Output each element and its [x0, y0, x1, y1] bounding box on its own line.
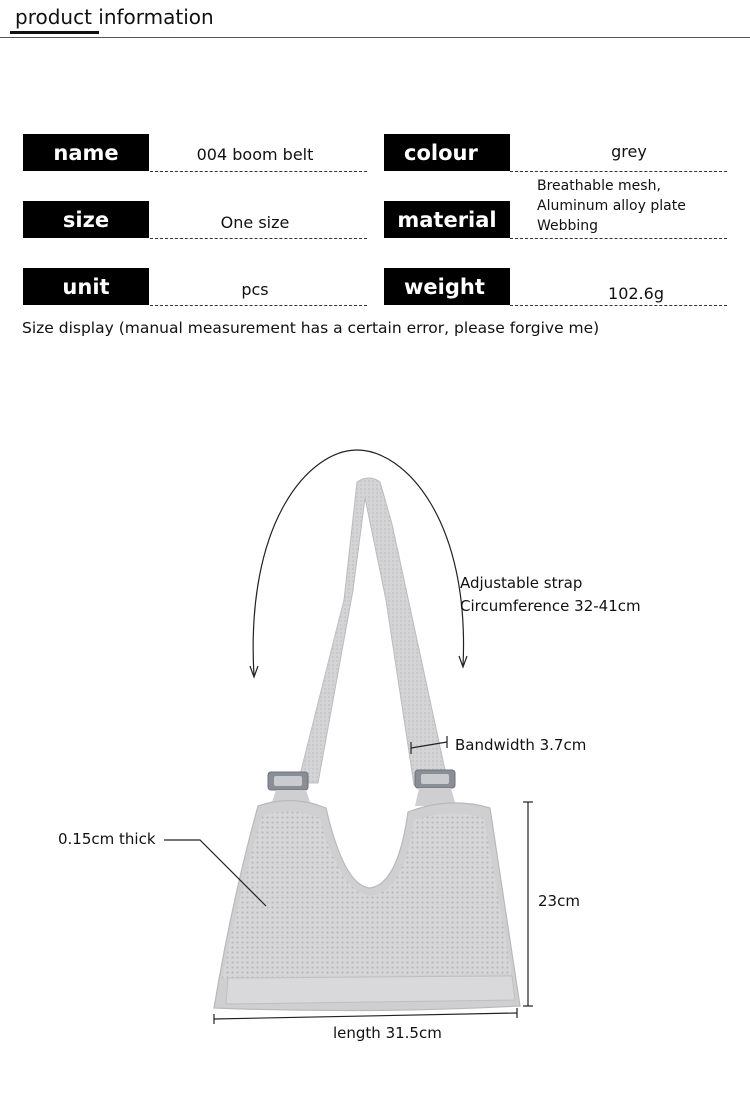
length-dimension	[214, 1013, 517, 1019]
height-annotation: 23cm	[538, 892, 580, 910]
material-value-line-1: Breathable mesh,	[537, 178, 661, 194]
size-label: size	[23, 201, 149, 238]
length-annotation: length 31.5cm	[333, 1024, 442, 1042]
name-label: name	[23, 134, 149, 171]
strap	[298, 478, 445, 785]
unit-label: unit	[23, 268, 149, 305]
weight-label: weight	[384, 268, 510, 305]
strap-annotation-line-1: Adjustable strap	[460, 574, 583, 592]
size-note: Size display (manual measurement has a certain error, please forgive me)	[22, 319, 600, 337]
colour-value: grey	[611, 142, 647, 161]
size-value: One size	[220, 213, 290, 232]
thickness-annotation: 0.15cm thick	[58, 830, 156, 848]
velcro-strip	[226, 976, 515, 1004]
colour-label: colour	[384, 134, 510, 171]
unit-value: pcs	[241, 280, 269, 299]
page-title: product information	[15, 5, 214, 29]
name-value: 004 boom belt	[196, 145, 314, 164]
strap-annotation-line-2: Circumference 32-41cm	[460, 597, 641, 615]
material-value-line-3: Webbing	[537, 218, 599, 234]
material-label: material	[384, 201, 510, 238]
material-value-line-2: Aluminum alloy plate	[537, 198, 686, 214]
weight-value: 102.6g	[608, 284, 664, 303]
bandwidth-annotation: Bandwidth 3.7cm	[455, 736, 587, 754]
